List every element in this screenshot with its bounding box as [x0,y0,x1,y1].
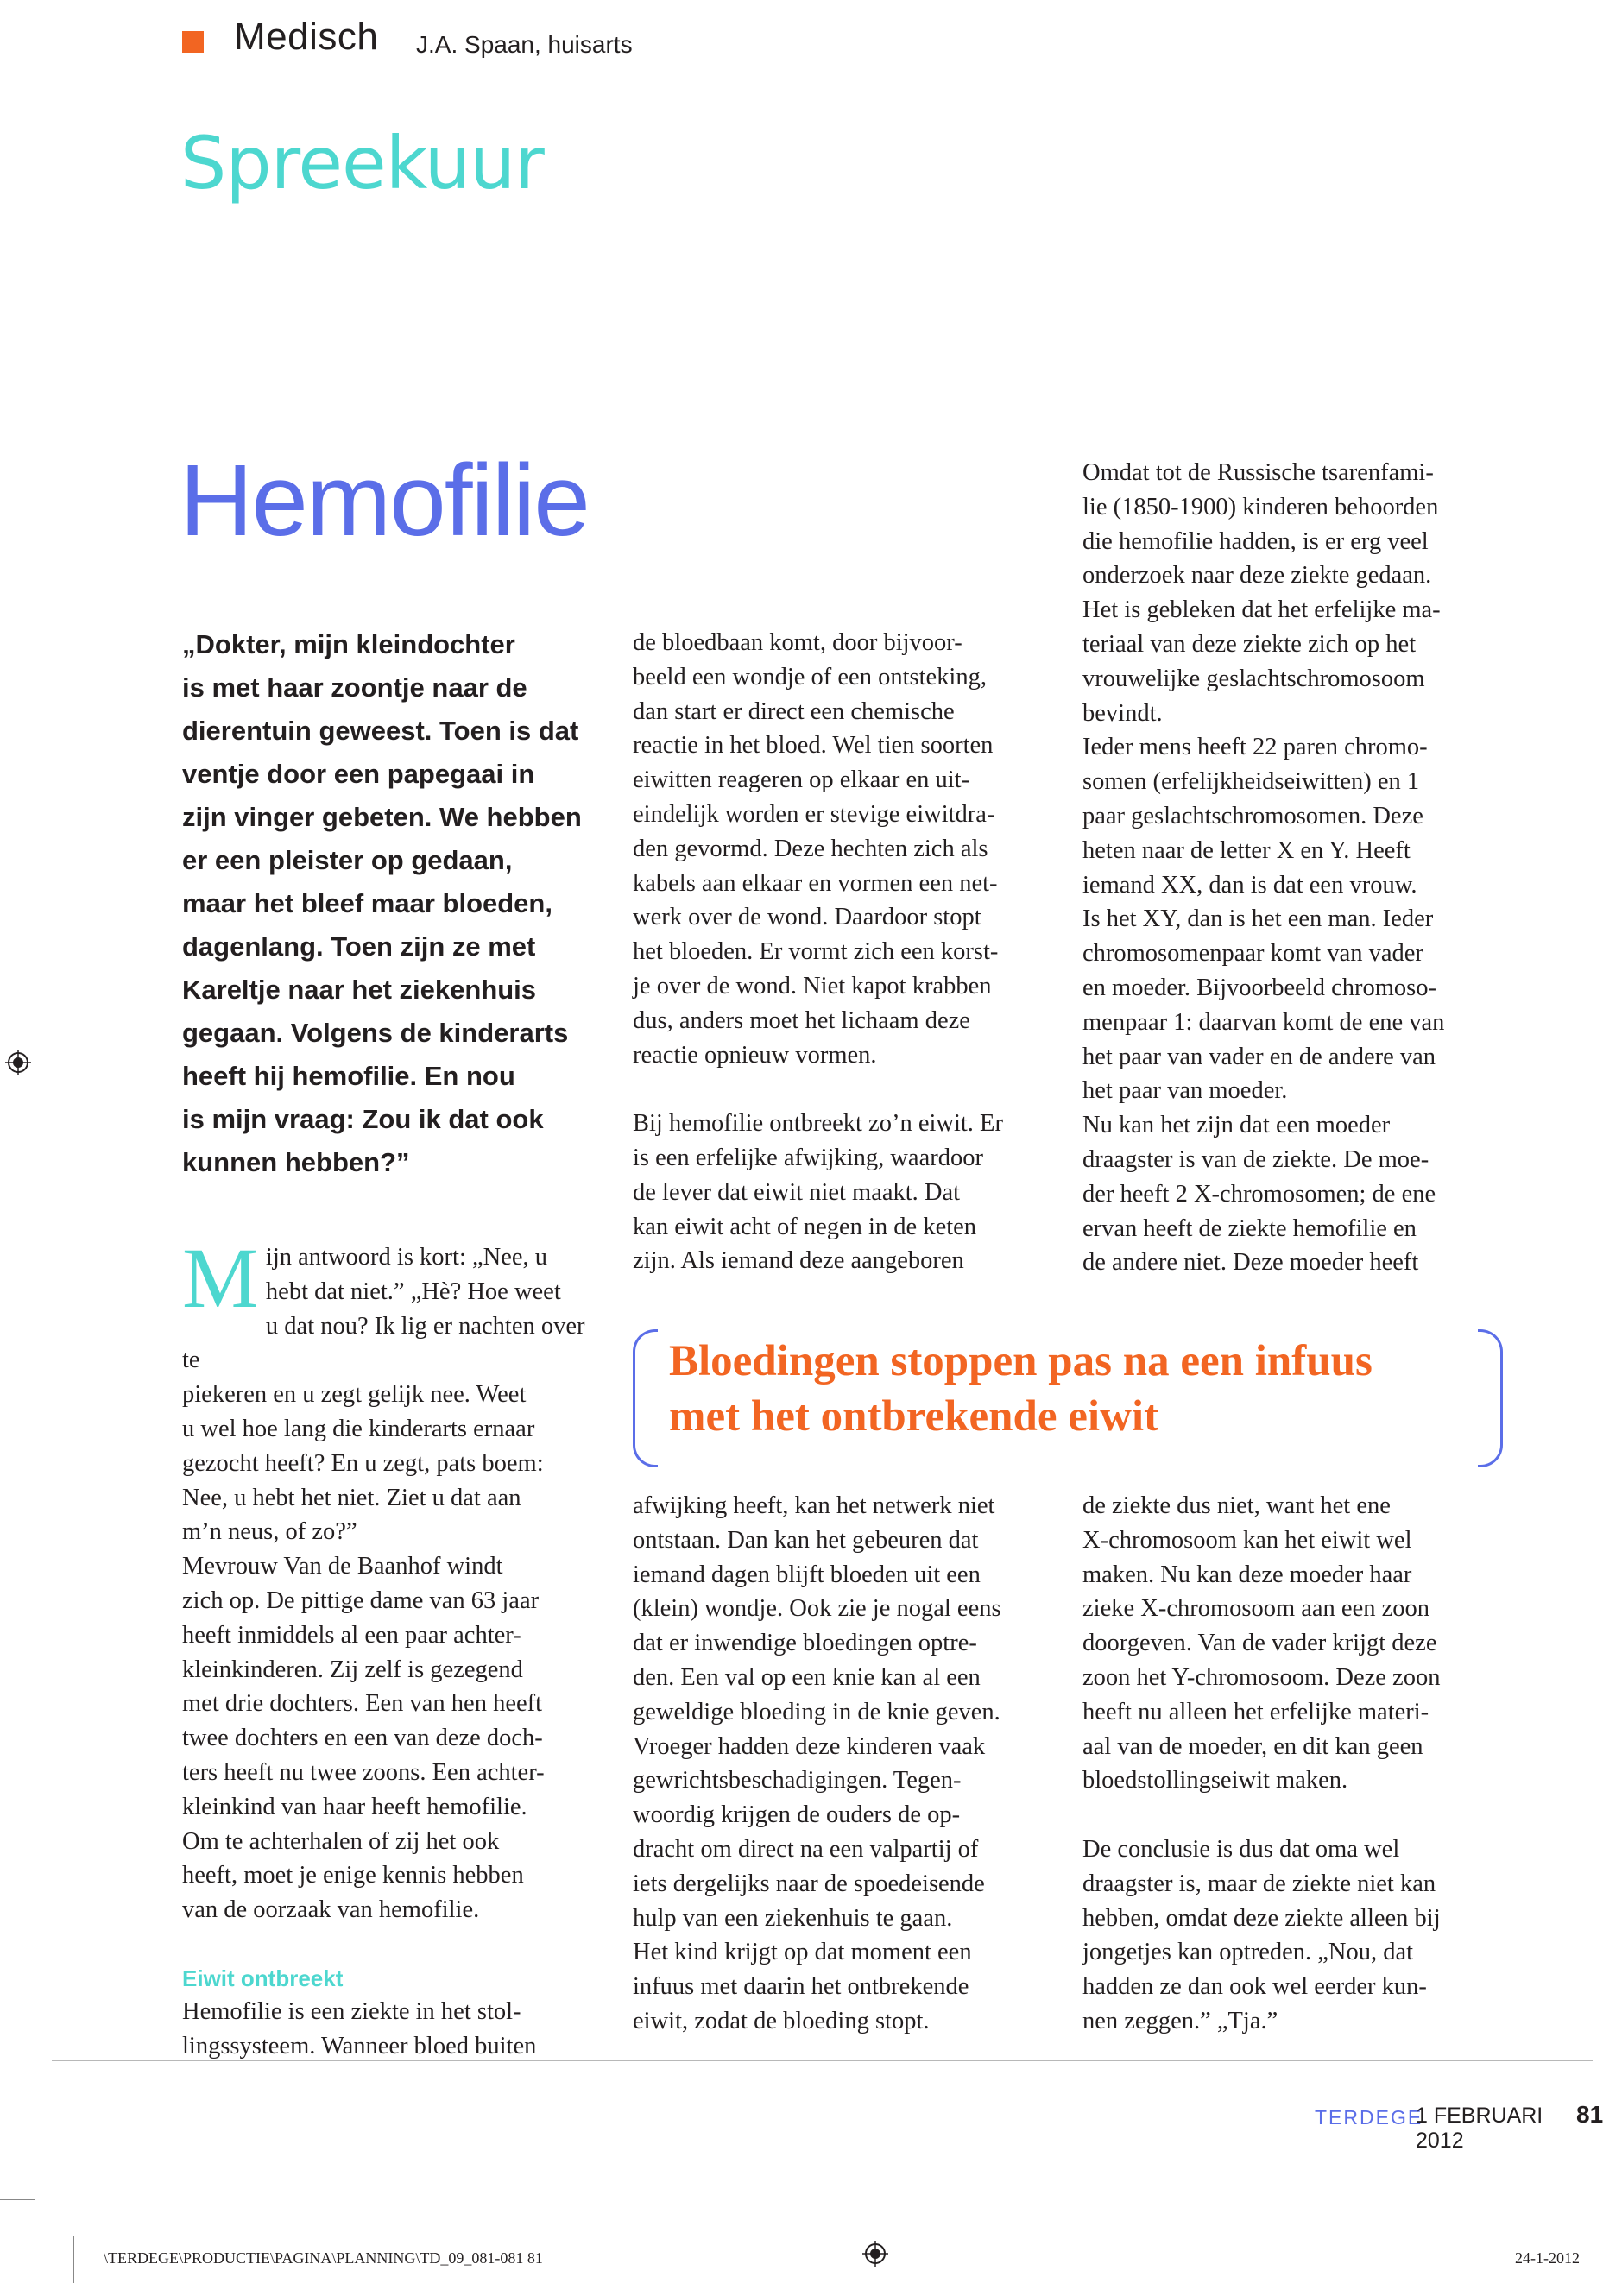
intro-line: kunnen hebben?” [182,1147,410,1177]
body-line: kleinkinderen. Zij zelf is gezegend [182,1656,523,1683]
pullquote-bracket-left [633,1329,658,1467]
body-line: dracht om direct na een valpartij of [633,1835,979,1863]
body-line: den gevormd. Deze hechten zich als [633,835,988,862]
body-line: aal van de moeder, en dit kan geen [1082,1732,1423,1760]
body-line: Het is gebleken dat het erfelijke ma- [1082,596,1441,624]
body-line: de andere niet. Deze moeder heeft [1082,1249,1419,1277]
body-line: der heeft 2 X-chromosomen; de ene [1082,1180,1436,1208]
body-line: heten naar de letter X en Y. Heeft [1082,836,1411,864]
body-line: u dat nou? Ik lig er nachten over te [182,1312,585,1374]
crop-mark [73,2236,74,2283]
body-line: is een erfelijke afwijking, waardoor [633,1144,983,1171]
body-line: piekeren en u zegt gelijk nee. Weet [182,1381,527,1409]
body-line: het paar van vader en de andere van [1082,1043,1436,1070]
drop-cap: M [182,1230,259,1326]
body-line: maken. Nu kan deze moeder haar [1082,1561,1412,1588]
body-line: van de oorzaak van hemofilie. [182,1896,480,1924]
intro-question [182,623,605,1184]
body-line: Omdat tot de Russische tsarenfami- [1082,459,1434,486]
body-line: den. Een val op een knie kan al een [633,1663,981,1691]
body-line: de bloedbaan komt, door bijvoor- [633,629,962,656]
column-2-top [633,626,1049,1278]
body-line: beeld een wondje of een ontsteking, [633,663,987,691]
body-line: heeft inmiddels al een paar achter- [182,1621,521,1649]
body-line: het paar van moeder. [1082,1077,1288,1105]
body-line: iemand XX, dan is dat een vrouw. [1082,871,1417,899]
body-line: Ieder mens heeft 22 paren chromo- [1082,734,1428,761]
body-line: en moeder. Bijvoorbeeld chromoso- [1082,974,1436,1001]
intro-line: zijn vinger gebeten. We hebben [182,802,582,832]
intro-line: heeft hij hemofilie. En nou [182,1061,515,1091]
body-line: doorgeven. Van de vader krijgt deze [1082,1630,1437,1657]
body-line: werk over de wond. Daardoor stopt [633,904,981,931]
body-line: afwijking heeft, kan het netwerk niet [633,1492,995,1519]
body-line: eindelijk worden er stevige eiwitdra- [633,800,995,828]
column-3-top [1082,456,1505,1280]
body-line: heeft nu alleen het erfelijke materi- [1082,1698,1429,1725]
body-line: hebben, omdat deze ziekte alleen bij [1082,1904,1441,1932]
body-line: het bloeden. Er vormt zich een korst- [633,938,999,966]
intro-line: gegaan. Volgens de kinderarts [182,1018,569,1048]
body-line: zijn. Als iemand deze aangeboren [633,1247,964,1275]
body-line: reactie in het bloed. Wel tien soorten [633,732,994,760]
column-1 [182,1230,598,2063]
body-line: zoon het Y-chromosoom. Deze zoon [1082,1663,1441,1691]
body-line: dan start er direct een chemische [633,697,955,725]
body-line: eiwitten reageren op elkaar en uit- [633,766,970,794]
body-line: kan eiwit acht of negen in de keten [633,1213,977,1240]
body-line: lie (1850-1900) kinderen behoorden [1082,493,1439,520]
registration-mark-icon [5,1050,31,1075]
intro-line: is met haar zoontje naar de [182,672,527,703]
body-line: onderzoek naar deze ziekte gedaan. [1082,562,1432,590]
body-line: ters heeft nu twee zoons. Een achter- [182,1758,545,1786]
intro-line: is mijn vraag: Zou ik dat ook [182,1104,544,1134]
author: J.A. Spaan, huisarts [416,31,633,58]
body-line: chromosomenpaar komt van vader [1082,940,1423,968]
body-line: m’n neus, of zo?” [182,1518,357,1546]
bottom-divider [52,2060,1593,2061]
section-name: Medisch [234,16,379,58]
body-line: iemand dagen blijft bloeden uit een [633,1561,981,1588]
body-line: bloedstollingseiwit maken. [1082,1767,1348,1795]
body-line: Vroeger hadden deze kinderen vaak [633,1732,986,1760]
registration-mark-icon [862,2241,888,2267]
body-line: (klein) wondje. Ook zie je nogal eens [633,1595,1001,1623]
intro-line: maar het bleef maar bloeden, [182,888,552,918]
pullquote [669,1334,1480,1444]
body-line: Is het XY, dan is het een man. Ieder [1082,905,1434,933]
body-line: ontstaan. Dan kan het gebeuren dat [633,1526,979,1554]
body-line: de lever dat eiwit niet maakt. Dat [633,1178,961,1206]
intro-line: „Dokter, mijn kleindochter [182,629,515,659]
body-line: infuus met daarin het ontbrekende [633,1973,969,2001]
body-line: die hemofilie hadden, is er erg veel [1082,527,1429,555]
body-line: zich op. De pittige dame van 63 jaar [182,1586,540,1614]
intro-line: Kareltje naar het ziekenhuis [182,975,537,1005]
body-line: geweldige bloeding in de knie geven. [633,1698,1000,1725]
magazine-name: TERDEGE [1315,2106,1423,2129]
body-line: hebt dat niet.” „Hè? Hoe weet [265,1277,561,1305]
body-line: jongetjes kan optreden. „Nou, dat [1082,1939,1414,1966]
page-number: 81 [1576,2101,1603,2128]
body-line: kabels aan elkaar en vormen een net- [633,869,998,897]
pullquote-bracket-right [1478,1329,1503,1467]
body-line: Nu kan het zijn dat een moeder [1082,1112,1391,1139]
body-line: met drie dochters. Een van hen heeft [182,1690,543,1718]
section-marker [182,31,204,53]
intro-line: ventje door een papegaai in [182,759,535,789]
body-line: ervan heeft de ziekte hemofilie en [1082,1214,1417,1242]
body-line: Bij hemofilie ontbreekt zo’n eiwit. Er [633,1110,1003,1138]
body-line: vrouwelijke geslachtschromosoom [1082,665,1425,692]
body-line: hadden ze dan ook wel eerder kun- [1082,1973,1427,2001]
body-line: teriaal van deze ziekte zich op het [1082,630,1417,658]
body-line: gezocht heeft? En u zegt, pats boem: [182,1449,544,1477]
subheading: Eiwit ontbreekt [182,1965,344,1991]
body-line: gewrichtsbeschadigingen. Tegen- [633,1767,962,1795]
body-line: Hemofilie is een ziekte in het stol- [182,1997,521,2025]
body-line: eiwit, zodat de bloeding stopt. [633,2007,930,2034]
rubric-title: Spreekuur [180,121,544,205]
pullquote-line: Bloedingen stoppen pas na een infuus [669,1337,1373,1385]
crop-mark [0,2199,35,2200]
body-line: dus, anders moet het lichaam deze [633,1006,970,1034]
intro-line: dagenlang. Toen zijn ze met [182,931,536,962]
body-line: lingssysteem. Wanneer bloed buiten [182,2032,537,2059]
body-line: Mevrouw Van de Baanhof windt [182,1553,503,1580]
body-line: kleinkind van haar heeft hemofilie. [182,1793,527,1820]
column-3-bottom [1082,1489,1505,2039]
body-line: draagster is van de ziekte. De moe- [1082,1145,1429,1173]
print-slug-path: \TERDEGE\PRODUCTIE\PAGINA\PLANNING\TD_09_081-081 81 [104,2249,543,2267]
body-line: heeft, moet je enige kennis hebben [182,1862,524,1889]
body-line: dat er inwendige bloedingen optre- [633,1630,977,1657]
body-line: de ziekte dus niet, want het ene [1082,1492,1391,1519]
body-line: je over de wond. Niet kapot krabben [633,972,992,1000]
intro-line: er een pleister op gedaan, [182,845,513,875]
body-line: paar geslachtschromosomen. Deze [1082,802,1423,829]
body-line: X-chromosoom kan het eiwit wel [1082,1526,1412,1554]
body-line: u wel hoe lang die kinderarts ernaar [182,1415,535,1442]
article-title: Hemofilie [180,444,589,558]
body-line: zieke X-chromosoom aan een zoon [1082,1595,1430,1623]
intro-line: dierentuin geweest. Toen is dat [182,716,579,746]
body-line: Om te achterhalen of zij het ook [182,1827,500,1855]
column-2-bottom [633,1489,1049,2039]
body-line: bevindt. [1082,699,1163,727]
body-line: Nee, u hebt het niet. Ziet u dat aan [182,1484,521,1511]
body-line: reactie opnieuw vormen. [633,1041,877,1069]
body-line: twee dochters en een van deze doch- [182,1725,543,1752]
pullquote-line: met het ontbrekende eiwit [669,1392,1159,1441]
body-line: woordig krijgen de ouders de op- [633,1801,961,1829]
body-line: menpaar 1: daarvan komt de ene van [1082,1008,1445,1036]
issue-date: 1 FEBRUARI 2012 [1416,2104,1543,2153]
body-line: Het kind krijgt op dat moment een [633,1939,972,1966]
body-line: nen zeggen.” „Tja.” [1082,2007,1278,2034]
body-line: somen (erfelijkheidseiwitten) en 1 [1082,768,1420,796]
body-line: draagster is, maar de ziekte niet kan [1082,1870,1436,1897]
body-line: hulp van een ziekenhuis te gaan. [633,1904,953,1932]
body-line: De conclusie is dus dat oma wel [1082,1835,1400,1863]
print-slug-date: 24-1-2012 [1515,2249,1580,2267]
body-line: iets dergelijks naar de spoedeisende [633,1870,985,1897]
body-line: ijn antwoord is kort: „Nee, u [265,1244,548,1271]
